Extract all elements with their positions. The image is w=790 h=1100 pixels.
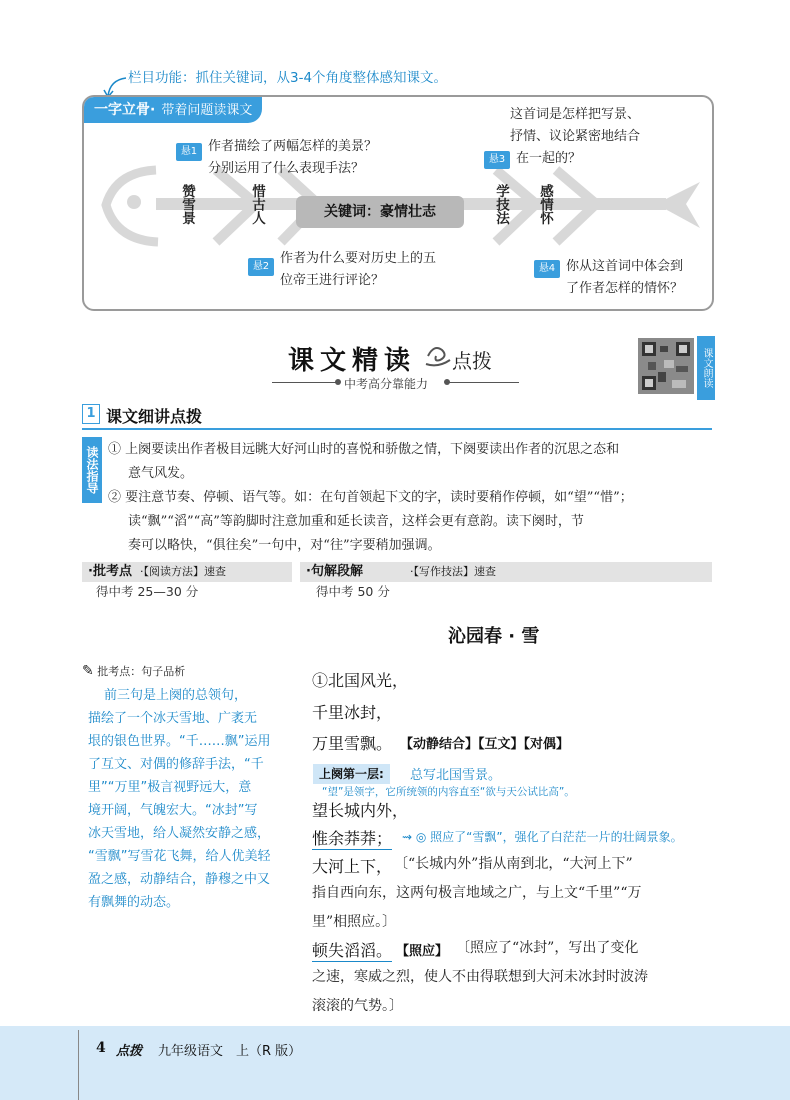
- left-note-line-1: 前三句是上阕的总领句，: [104, 688, 248, 703]
- section-title-suffix: 点拨: [452, 349, 492, 373]
- question-2-line-2: 位帝王进行评论？: [280, 273, 385, 288]
- poem-line-1: ①北国风光，: [312, 671, 409, 690]
- fishbone-tag-sub: 带着问题读课文: [161, 103, 253, 118]
- left-note-line-9: 盈之感，动静结合，静穆之中又: [88, 872, 271, 887]
- branch-1-label: 赞雪景: [179, 184, 195, 225]
- question-badge-2: 悬2: [248, 258, 274, 276]
- pen-icon: ✎: [82, 663, 94, 679]
- poem-line-7: 顿失滔滔。: [312, 938, 392, 962]
- qr-label: 课文朗读: [697, 336, 715, 400]
- subtitle-rule-left: [272, 382, 338, 383]
- question-1-line-1: 作者描绘了两幅怎样的美景？: [208, 139, 378, 154]
- poem-line-5-note: ⇝ ◎ 照应了“雪飘”，强化了白茫茫一片的壮阔景象。: [402, 830, 683, 844]
- poem-title: 沁园春 · 雪: [448, 626, 540, 647]
- left-note-line-10: 有飘舞的动态。: [88, 895, 180, 910]
- fish-eye-icon: [127, 195, 141, 209]
- brand-logo: 点拨: [116, 1044, 143, 1059]
- heading-text: 课文细讲点拨: [106, 407, 203, 426]
- guide-p2-line1: ② 要注意节奏、停顿、语气等。如：在句首领起下文的字，读时要稍作停顿，如“望”“惜”；: [108, 490, 633, 505]
- critique-point-label: ✎ 批考点：句子品析: [82, 663, 186, 679]
- fishbone-tag: [84, 97, 262, 123]
- section-subtitle: 中考高分靠能力: [344, 377, 429, 391]
- poem-line-6-note-1: 〔“长城内外”指从南到北，“大河上下”: [394, 856, 633, 872]
- poem-line-2: 千里冰封，: [312, 703, 393, 722]
- question-badge-3: 悬3: [484, 151, 510, 169]
- left-bar-score: 得中考 25—30 分: [96, 584, 199, 599]
- page-number: 4: [96, 1040, 106, 1056]
- left-note-line-3: 垠的银色世界。“千……飘”运用: [88, 734, 271, 749]
- poem-line-7-note-1: 〔照应了“冰封”，写出了变化: [456, 940, 639, 956]
- branch-4-label: 感情怀: [537, 184, 553, 225]
- book-title: 九年级语文 上（R 版）: [158, 1044, 302, 1059]
- question-3-line-2: 抒情、议论紧密地结合: [510, 129, 641, 144]
- fish-tail: [656, 182, 700, 228]
- qr-code-icon[interactable]: [636, 336, 696, 396]
- question-3-line-1: 这首词是怎样把写景、: [510, 107, 641, 122]
- left-note-line-8: “雪飘”写雪花飞舞，给人优美轻: [88, 849, 271, 864]
- question-4-line-2: 了作者怎样的情怀？: [566, 281, 684, 296]
- heading-number: 1: [82, 404, 100, 424]
- column-function-note: 栏目功能：抓住关键词，从3-4个角度整体感知课文。: [128, 70, 448, 86]
- question-1-line-2: 分别运用了什么表现手法？: [208, 161, 365, 176]
- poem-line-3: 万里雪飘。: [312, 734, 393, 753]
- question-4-line-1: 你从这首词中体会到: [566, 259, 684, 274]
- question-2-line-1: 作者为什么要对历史上的五: [280, 251, 437, 266]
- branch-3-label: 学技法: [493, 184, 509, 225]
- footer-band: [0, 1026, 790, 1100]
- right-bar-tag: ·【写作技法】速查: [410, 565, 496, 578]
- left-bar-tag: ·【阅读方法】速查: [140, 565, 226, 578]
- question-badge-4: 悬4: [534, 260, 560, 278]
- heading-underline: [82, 428, 712, 430]
- fishbone-tag-main: 一字立骨·: [94, 102, 156, 118]
- guide-p1-line2: 意气风发。: [128, 466, 194, 481]
- reading-guide-tag: 读法指导: [82, 437, 102, 503]
- poem-line-7-note-2: 之速，寒威之烈，使人不由得联想到大河未冰封时波涛: [312, 969, 648, 985]
- poem-line-6-note-3: 里”相照应。〕: [312, 914, 397, 930]
- poem-line-5: 惟余莽莽；: [312, 826, 392, 850]
- left-note-line-5: 里”“万里”极言视野远大，意: [88, 780, 252, 795]
- poem-line-7-tag: 【照应】: [396, 944, 449, 959]
- keyword-bar: 关键词：豪情壮志: [296, 196, 464, 228]
- section-title: 课文精读: [288, 346, 417, 376]
- footer-divider: [78, 1030, 79, 1100]
- poem-line-7-note-3: 滚滚的气势。〕: [312, 998, 403, 1014]
- left-note-line-4: 了互文、对偶的修辞手法，“千: [88, 757, 264, 772]
- poem-line-3-tags: 【动静结合】【互文】【对偶】: [400, 737, 570, 752]
- left-bar-label: ·批考点: [88, 564, 132, 579]
- layer-tag: 上阕第一层:: [313, 764, 390, 784]
- question-badge-1: 悬1: [176, 143, 202, 161]
- poem-line-4: 望长城内外，: [312, 801, 409, 820]
- subtitle-rule-right: [447, 382, 519, 383]
- right-bar-score: 得中考 50 分: [316, 584, 390, 599]
- right-bar-label: ·句解段解: [306, 564, 363, 579]
- left-note-line-6: 境开阔，气魄宏大。“冰封”写: [88, 803, 258, 818]
- swirl-icon: [424, 342, 452, 368]
- poem-line-6-note-2: 指自西向东，这两句极言地域之广，与上文“千里”“万: [312, 885, 642, 901]
- subtitle-dot-left: [335, 379, 341, 385]
- guide-p1-line1: ① 上阕要读出作者极目远眺大好河山时的喜悦和骄傲之情，下阕要读出作者的沉思之态和: [108, 442, 620, 457]
- guide-p2-line2: 读“飘”“滔”“高”等韵脚时注意加重和延长读音，这样会更有意韵。读下阕时，节: [128, 514, 584, 529]
- left-note-line-2: 描绘了一个冰天雪地、广袤无: [88, 711, 258, 726]
- left-note-line-7: 冰天雪地，给人凝然安静之感，: [88, 826, 271, 841]
- guide-p2-line3: 奏可以略快，“俱往矣”一句中，对“往”字要稍加强调。: [128, 538, 441, 553]
- arrow-icon: ⇝ ◎: [402, 830, 431, 844]
- branch-2-label: 惜古人: [249, 184, 265, 225]
- poem-line-6: 大河上下，: [312, 857, 393, 876]
- layer-note: 总写北国雪景。: [410, 768, 502, 783]
- question-3-line-3: 在一起的？: [516, 151, 582, 166]
- wang-note: “望”是领字，它所统领的内容直至“欲与天公试比高”。: [322, 786, 575, 798]
